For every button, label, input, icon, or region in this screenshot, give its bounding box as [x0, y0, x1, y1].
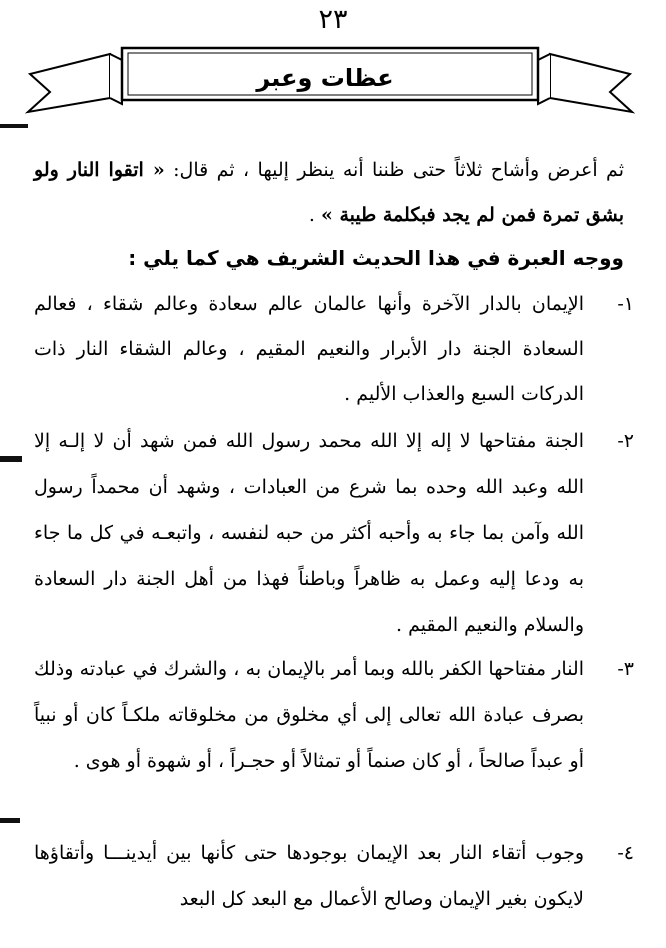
list-item: [34, 646, 634, 784]
list-item: [34, 830, 634, 922]
intro-end: .: [308, 204, 321, 226]
banner-left-tail: [28, 54, 110, 112]
item-text: وجوب أتقاء النار بعد الإيمان بوجودها حتى كأنها بين أيدينـــا وأتقاؤها لايكون بغير الإيمان وصالح الأعمال مع البعد كل البعد: [34, 842, 584, 910]
item-number: ٤-: [617, 842, 634, 864]
intro-text: ثم أعرض وأشاح ثلاثاً حتى ظننا أنه ينظر إليها ، ثم قال:: [164, 159, 624, 181]
banner-right-tail: [550, 54, 632, 112]
list-item: [34, 418, 634, 648]
item-text: الجنة مفتاحها لا إله إلا الله محمد رسول الله فمن شهد أن لا إلـه إلا الله وعبد الله وحده بما شرع من العبادات ، وشهد أن محمداً رسول الله وآمن بما جاء به وأحبه أكثر من حبه لنفسه ، واتبعـه في كل ما جاء به ودعا إليه وعمل به ظاهراً وباطناً فهذا من أهل الجنة دار السعادة والسلام والنعيم المقيم .: [34, 430, 584, 636]
lessons-heading: ووجه العبرة في هذا الحديث الشريف هي كما يلي :: [128, 246, 624, 270]
item-text: النار مفتاحها الكفر بالله وبما أمر بالإيمان به ، والشرك في عبادته وذلك بصرف عبادة الله تعالى إلى أي مخلوق من مخلوقاته ملكـاً كان أو نبياً أو عبداً صالحاً ، أو كان صنماً أو تمثالاً أو حجـراً ، أو شهوة أو هوى .: [34, 658, 584, 772]
margin-mark: [0, 124, 28, 128]
page-number: ٢٣: [318, 4, 348, 35]
margin-mark: [0, 818, 20, 823]
list-item: [34, 282, 634, 417]
hadith-quote: « اتقوا النار ولو بشق تمرة فمن لم يجد فبكلمة طيبة »: [34, 159, 624, 226]
intro-paragraph: [34, 148, 624, 238]
item-number: ٢-: [617, 430, 634, 452]
item-text: الإيمان بالدار الآخرة وأنها عالمان عالم سعادة وعالم شقاء ، فعالم السعادة الجنة دار الأبرار والنعيم المقيم ، وعالم الشقاء النار ذات الدركات السبع والعذاب الأليم .: [34, 293, 584, 405]
section-title: عظات وعبر: [256, 64, 394, 92]
margin-mark: [0, 456, 22, 462]
item-number: ١-: [617, 293, 634, 315]
item-number: ٣-: [617, 658, 634, 680]
